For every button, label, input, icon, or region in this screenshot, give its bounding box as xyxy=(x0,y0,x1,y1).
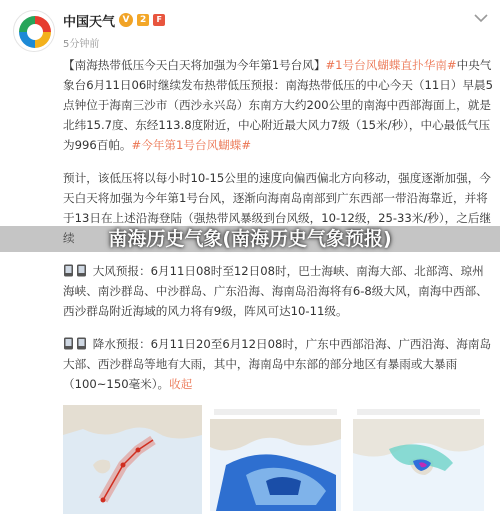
image-grid xyxy=(63,405,490,514)
rain-forecast-map-image xyxy=(349,405,488,514)
post-body xyxy=(63,55,493,407)
hashtag-link-first-typhoon[interactable]: #今年第1号台风蝴蝶# xyxy=(131,138,252,152)
wind-text: 6月11日08时至12日08时，巴士海峡、南海大部、北部湾、琼州海峡、南沙群岛、中沙群岛、广东沿海、海南岛沿海将有6-8级大风，南海中西部、西沙群岛附近海域的风力将有9级，阵风可达10-11级。 xyxy=(63,264,488,318)
wind-label: 大风预报： xyxy=(92,264,151,278)
phone-emoji-icon-4 xyxy=(76,337,87,350)
phone-emoji-icon-2 xyxy=(76,264,87,277)
hashtag-link-typhoon[interactable]: #1号台风蝴蝶直扑华南# xyxy=(325,58,457,72)
phone-emoji-icon-3 xyxy=(63,337,74,350)
rain-text: 6月11日20至6月12日08时，广东中西部沿海、广西沿海、海南岛大部、西沙群岛等地有大雨，其中，海南岛中东部的部分地区有暴雨或大暴雨（100~150毫米）。 xyxy=(63,337,492,391)
more-options-button[interactable] xyxy=(470,12,492,24)
level-badge: 2 xyxy=(137,14,149,26)
chevron-down-icon xyxy=(470,12,492,24)
post-header xyxy=(0,0,500,52)
post-timestamp: 5分钟前 xyxy=(63,39,100,50)
username[interactable]: 中国天气 xyxy=(63,14,116,30)
collapse-link[interactable]: 收起 xyxy=(169,377,193,391)
china-weather-logo-icon xyxy=(14,11,55,52)
summary-text: 中央气象台6月11日06时继续发布热带低压预报：南海热带低压的中心今天（11日）早晨5点钟位于海南三沙市（西沙永兴岛）东南方大约200公里的南海中西部海面上，就是北纬15.7度、东经113.8度附近，中心附近最大风力7级（15米/秒），中心最低气压为996百帕。 xyxy=(63,58,494,152)
avatar[interactable] xyxy=(13,10,55,52)
paragraph-summary xyxy=(63,55,493,155)
wind-forecast-map-image xyxy=(206,405,345,514)
image-thumb-track-map[interactable] xyxy=(63,405,202,514)
image-thumb-wind-map[interactable] xyxy=(206,405,345,514)
overlay-headline: 南海历史气象(南海历史气象预报) xyxy=(0,226,500,252)
rain-label: 降水预报： xyxy=(92,337,151,351)
typhoon-track-map-image xyxy=(63,405,202,514)
paragraph-rain xyxy=(63,334,493,394)
paragraph-forecast xyxy=(63,168,493,248)
phone-emoji-icon xyxy=(63,264,74,277)
image-thumb-rain-map[interactable] xyxy=(349,405,488,514)
name-row xyxy=(63,11,165,29)
forecast-text: 预计，该低压将以每小时10-15公里的速度向偏西偏北方向移动，强度逐渐加强，今天白天将加强为今年第1号台风，逐渐向海南岛南部到广东西部一带沿海靠近，并将于13日在上述沿海登陆（强热带风暴级到台风级，10-12级，25-33米/秒），之后继续 xyxy=(63,171,492,245)
paragraph-wind xyxy=(63,261,493,321)
fan-badge-icon: F xyxy=(153,14,165,26)
post-headline: 【南海热带低压今天白天将加强为今年第1号台风】 xyxy=(63,58,326,72)
verified-badge-icon: V xyxy=(119,13,133,27)
